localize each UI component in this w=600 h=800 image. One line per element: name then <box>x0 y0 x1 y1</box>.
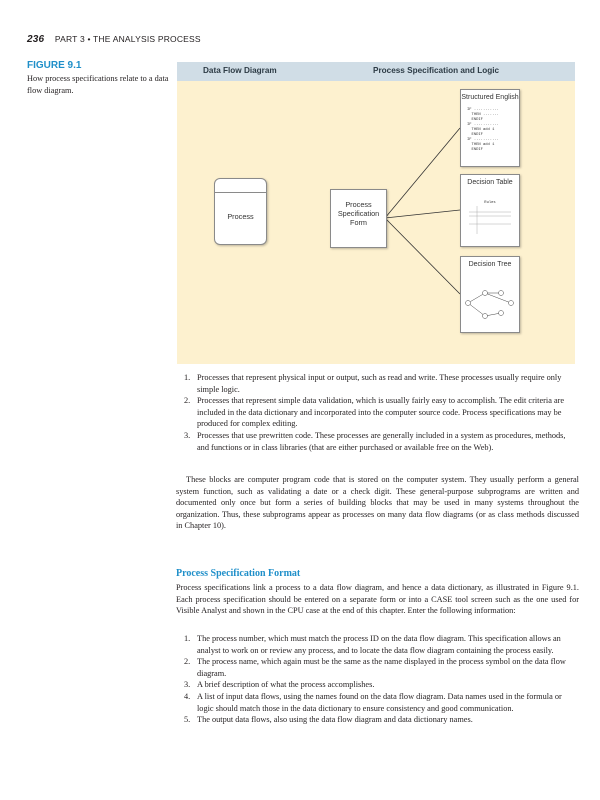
list-item-text: The process name, which again must be the same as the name displayed in the process symbol on the data flow diagram. <box>197 657 566 678</box>
list-item-number: 1. <box>184 634 191 643</box>
decision-table-lines <box>469 206 511 236</box>
paragraph-building-blocks <box>176 474 579 532</box>
list-item-number: 2. <box>184 396 191 406</box>
decision-tree-title: Decision Tree <box>468 261 512 268</box>
list-item <box>176 679 579 691</box>
decision-table-card <box>460 174 520 247</box>
structured-english-title: Structured English <box>461 94 519 101</box>
decision-tree-card <box>460 256 520 333</box>
running-title: PART 3 • THE ANALYSIS PROCESS <box>54 34 201 44</box>
structured-english-card <box>460 89 520 167</box>
paragraph-format-intro <box>176 582 579 617</box>
list-item-text: A brief description of what the process accomplishes. <box>197 680 375 690</box>
decision-table-grid <box>469 201 511 239</box>
column-title-spec: Process Specification and Logic <box>373 66 500 75</box>
list-item <box>176 633 579 656</box>
list-item-text: Processes that represent physical input or output, such as read and write. These processes usually require only simple logic. <box>197 373 562 394</box>
list-item-number: 3. <box>184 430 191 440</box>
list-item-text: The output data flows, also using the data flow diagram and data dictionary names. <box>197 715 473 725</box>
decision-tree-graphic <box>463 283 517 328</box>
list-item-number: 1. <box>184 373 191 382</box>
list-item-text: The process number, which must match the process ID on the data flow diagram. This specification allows an analyst to work on or review any process, and to locate the data flow diagram containing the process easily. <box>197 634 561 655</box>
structured-english-code: IF ........... THEN ....... ENDIF IF ........... THEN add 1 ENDIF IF ........... THEN add 1 ENDIF <box>467 108 499 152</box>
process-label: Process <box>227 212 254 221</box>
column-title-dfd: Data Flow Diagram <box>203 66 277 75</box>
process-symbol <box>214 178 267 245</box>
figure-caption: How process specifications relate to a data flow diagram. <box>27 74 169 95</box>
list-item <box>176 691 579 714</box>
list-item-text: Processes that represent simple data validation, which is usually fairly easy to accomplish. The edit criteria are included in the data dictionary and incorporated into the computer source code. Process specifications may be produced for complex editing. <box>197 396 565 429</box>
process-specification-form <box>330 189 387 248</box>
list-item-number: 2. <box>184 657 191 667</box>
paragraph-text: Process specifications link a process to a data flow diagram, and hence a data dictionary, as illustrated in Figure 9.1. Each process specification should be entered on a separate form or into a CASE tool screen such as the one used for Visible Analyst and shown in the CPU case at the end of this chapter. Enter the following information: <box>176 583 579 616</box>
figure-number: FIGURE 9.1 <box>27 60 82 71</box>
list-item-text: Processes that use prewritten code. These processes are generally included in a system as procedures, methods, and functions or in class libraries (that are either purchased or available free on the Web). <box>197 430 566 452</box>
rules-label: Rules <box>484 201 496 205</box>
list-item <box>176 372 579 395</box>
paragraph-text: These blocks are computer program code that is stored on the computer system. They usually perform a general system function, such as validating a date or a check digit. These general-purpose subprograms are written and documented only once but form a series of building blocks that may be used in many systems throughout the organization. Thus, these subprograms appear as processes on many data flow diagrams (or as class methods discussed in Chapter 10). <box>176 475 579 531</box>
list-item <box>176 395 579 430</box>
page-number: 236 <box>27 34 45 45</box>
psf-label: Process Specification Form <box>337 200 380 227</box>
list-spec-information <box>176 633 579 726</box>
list-item-text: A list of input data flows, using the names found on the data flow diagram. Data names used in the formula or logic should match those in the data dictionary to ensure consistency and good communication. <box>197 691 562 713</box>
list-item <box>176 714 579 726</box>
list-item <box>176 430 579 453</box>
list-item <box>176 656 579 679</box>
figure-diagram <box>177 62 575 364</box>
list-item-number: 4. <box>184 691 191 701</box>
list-item-number: 3. <box>184 680 191 690</box>
running-header <box>27 34 201 45</box>
decision-table-title: Decision Table <box>467 179 513 186</box>
list-item-number: 5. <box>184 715 191 725</box>
section-title: Process Specification Format <box>176 568 301 579</box>
list-intro-processes <box>176 372 579 453</box>
figure-label <box>27 60 177 97</box>
